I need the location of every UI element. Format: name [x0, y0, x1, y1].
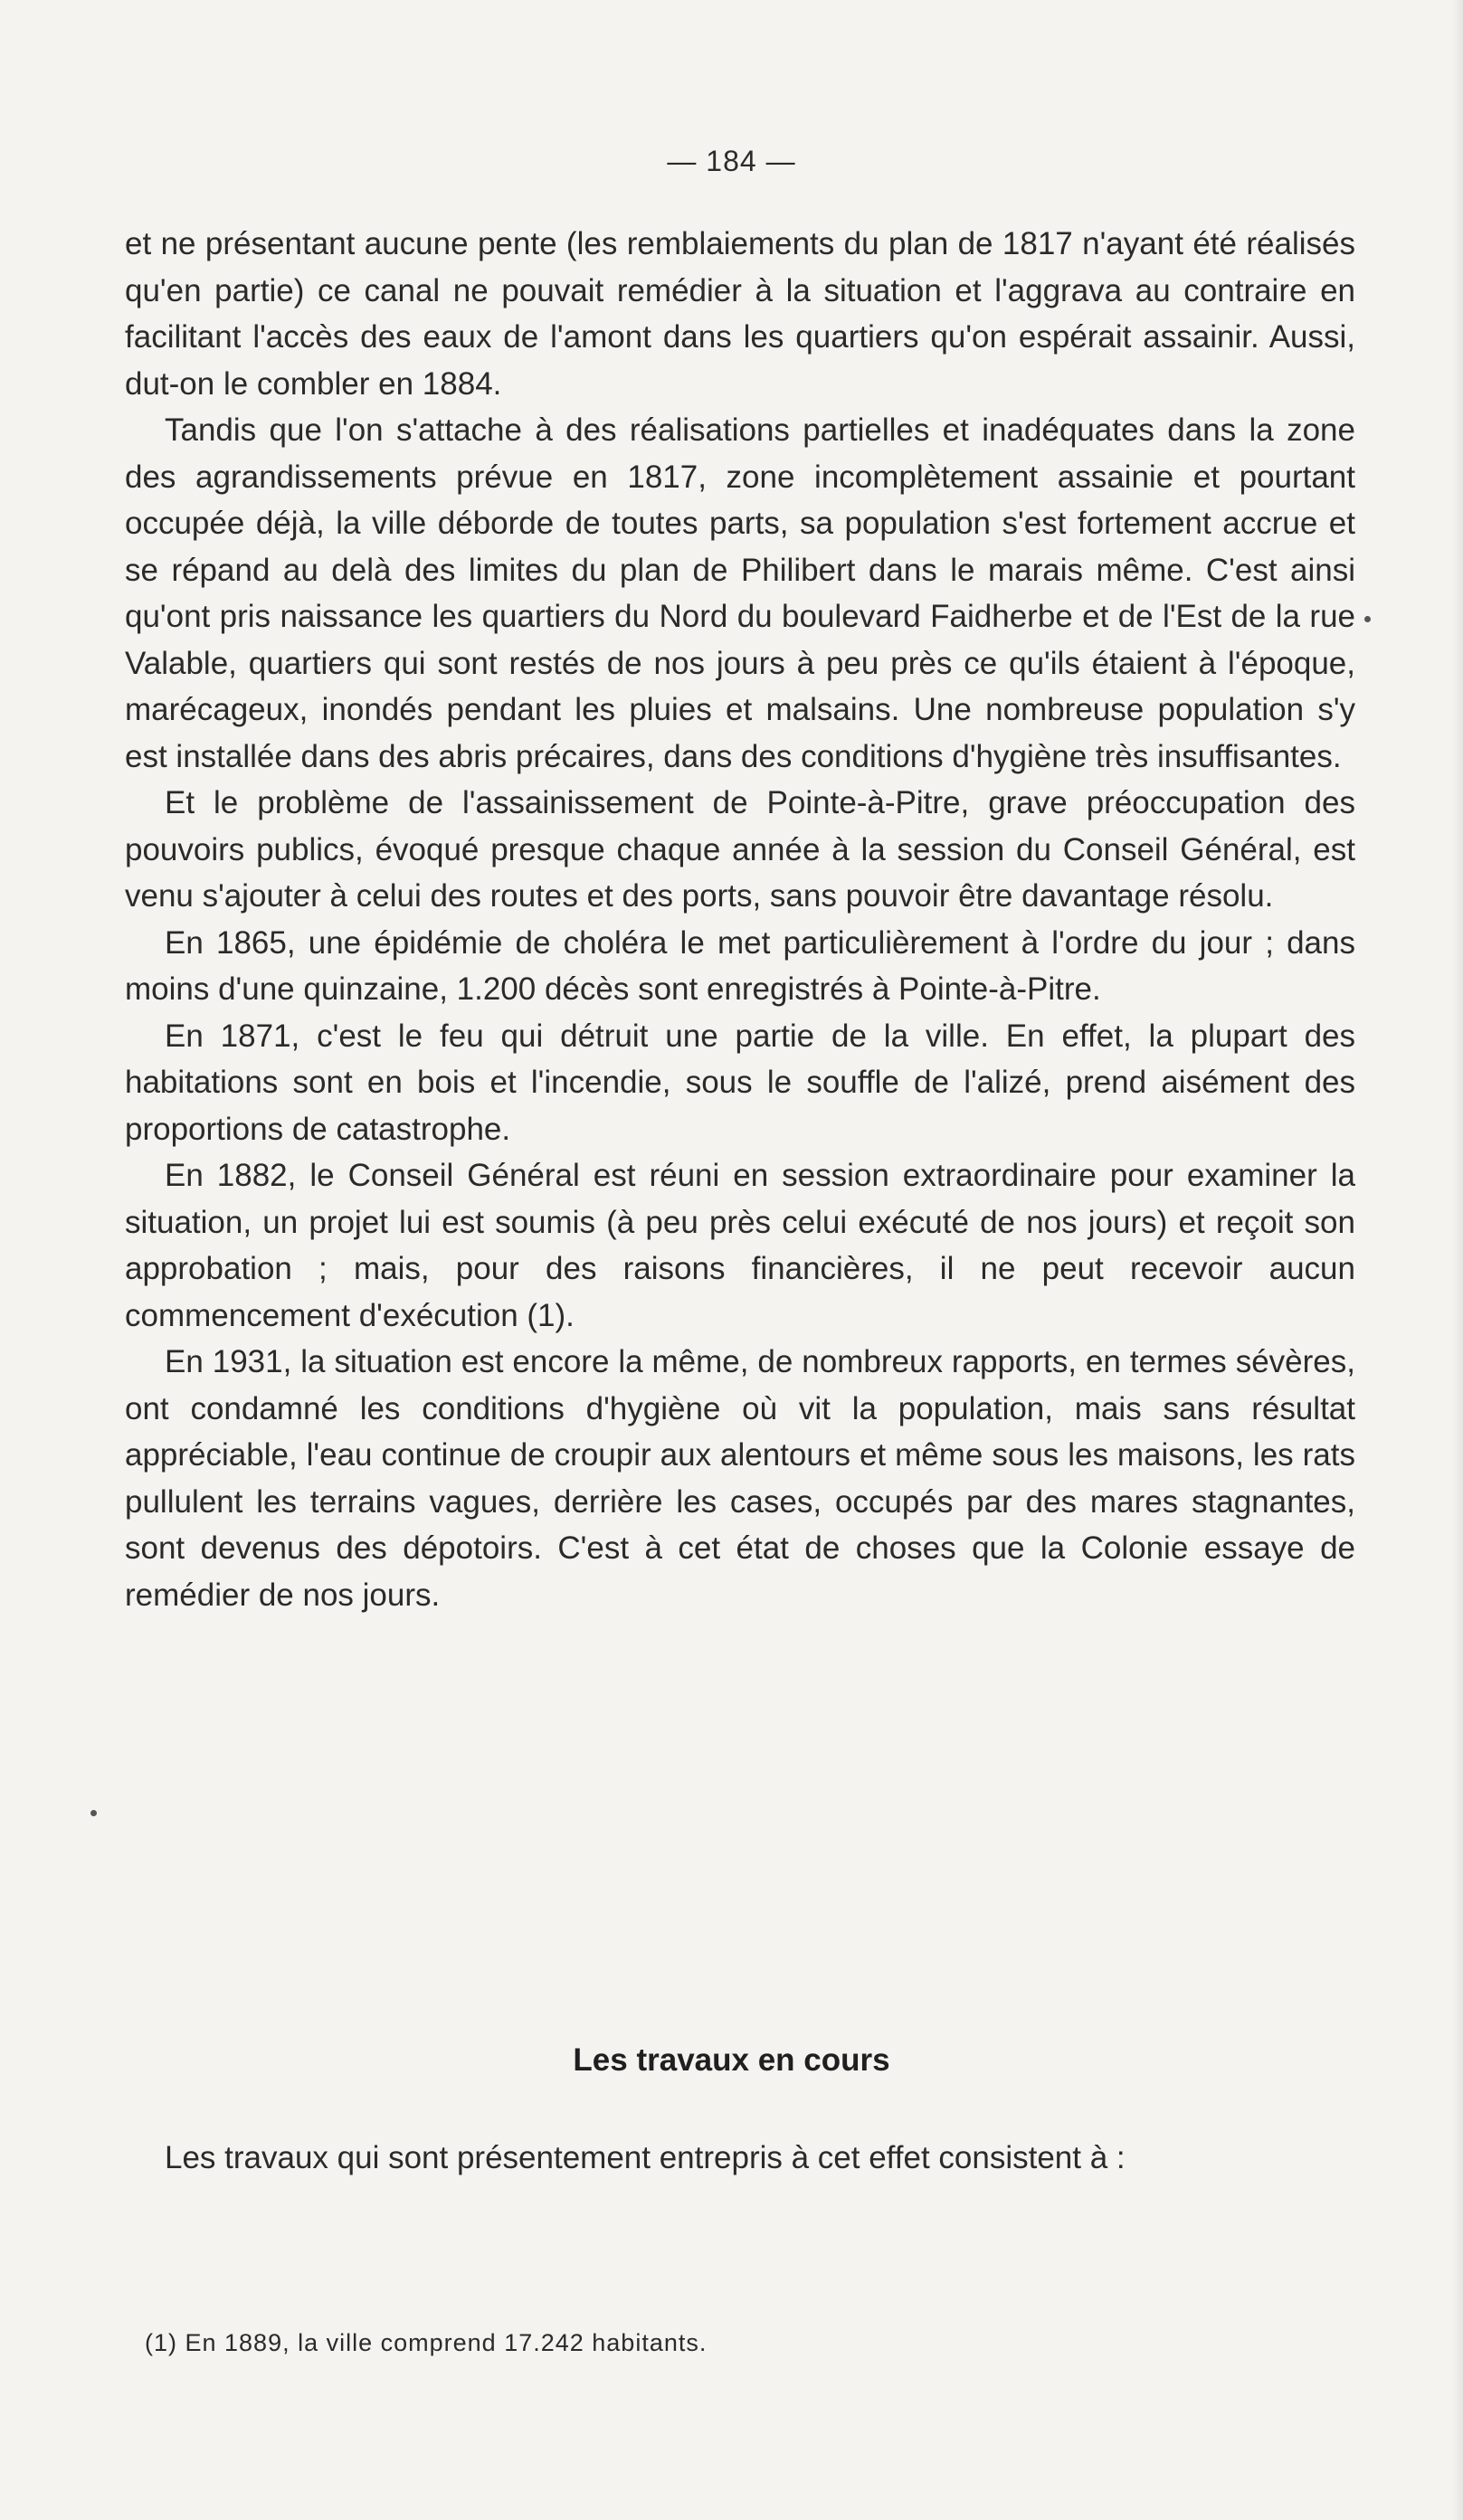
paragraph-7: En 1931, la situation est encore la même, de nombreux rapports, en termes sévères, ont condamné les conditions d'hygiène où vit la population, mais sans résultat appréciable, l'eau continue de croupir aux alentours et même sous les maisons, les rats pullulent les terrains vagues, derrière les cases, occupés par des mares stagnantes, sont devenus des dépotoirs. C'est à cet état de choses que la Colonie essaye de remédier de nos jours.: [125, 1344, 1355, 1613]
page-number: — 184 —: [667, 145, 796, 177]
paragraph-1: et ne présentant aucune pente (les remblaiements du plan de 1817 n'ayant été réalisés qu'en partie) ce canal ne pouvait remédier à la situation et l'aggrava au contraire en facilitant l'accès des eaux de l'amont dans les quartiers qu'on espérait assainir. Aussi, dut-on le combler en 1884.: [125, 226, 1355, 402]
section-paragraph: Les travaux qui sont présentement entrepris à cet effet consistent à :: [165, 2140, 1126, 2175]
footnote: (1) En 1889, la ville comprend 17.242 habitants.: [145, 2329, 708, 2356]
paragraph-4: En 1865, une épidémie de choléra le met particulièrement à l'ordre du jour ; dans moins d'une quinzaine, 1.200 décès sont enregistrés à Pointe-à-Pitre.: [125, 924, 1355, 1007]
page-edge-shadow: [1452, 0, 1463, 2520]
paragraph-3: Et le problème de l'assainissement de Pointe-à-Pitre, grave préoccupation des pouvoirs publics, évoqué presque chaque année à la session du Conseil Général, est venu s'ajouter à celui des routes et des ports, sans pouvoir être davantage résolu.: [125, 785, 1355, 914]
section-heading: Les travaux en cours: [573, 2042, 890, 2078]
margin-mark: [1364, 616, 1371, 622]
paragraph-5: En 1871, c'est le feu qui détruit une partie de la ville. En effet, la plupart des habitations sont en bois et l'incendie, sous le souffle de l'alizé, prend aisément des proportions de catastrophe.: [125, 1018, 1355, 1147]
paragraph-2: Tandis que l'on s'attache à des réalisations partielles et inadéquates dans la zone des agrandissements prévue en 1817, zone incomplètement assainie et pourtant occupée déjà, la ville déborde de toutes parts, sa population s'est fortement accrue et se répand au delà des limites du plan de Philibert dans le marais même. C'est ainsi qu'ont pris naissance les quartiers du Nord du boulevard Faidherbe et de l'Est de la rue Valable, quartiers qui sont restés de nos jours à peu près ce qu'ils étaient à l'époque, marécageux, inondés pendant les pluies et malsains. Une nombreuse population s'y est installée dans des abris précaires, dans des conditions d'hygiène très insuffisantes.: [125, 412, 1355, 774]
paragraph-6: En 1882, le Conseil Général est réuni en session extraordinaire pour examiner la situation, un projet lui est soumis (à peu près celui exécuté de nos jours) et reçoit son approbation ; mais, pour des raisons financières, il ne peut recevoir aucun commencement d'exécution (1).: [125, 1158, 1355, 1333]
body-text: [125, 221, 1355, 1618]
margin-mark: [90, 1810, 97, 1816]
